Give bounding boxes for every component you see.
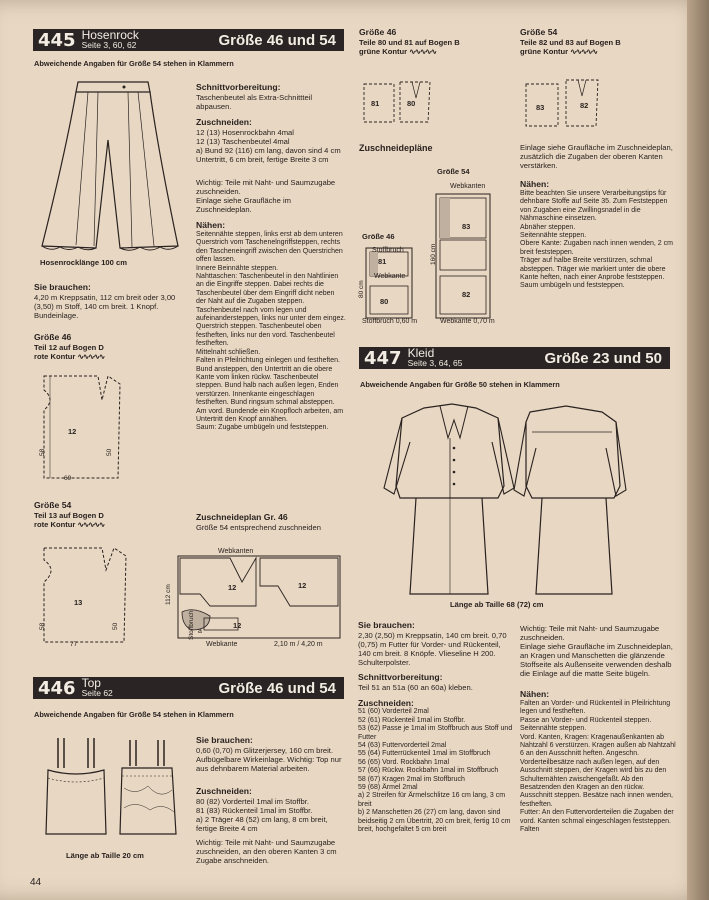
materials-text: 4,20 m Kreppsatin, 112 cm breit oder 3,00 (3,50) m Stoff, 140 cm breit. 1 Knopf. Bundeinlage. [34, 293, 176, 320]
cutting-line: 52 (61) Rückenteil 1mal im Stoffbr. [358, 716, 466, 724]
preparation-heading: Schnittvorbereitung: [196, 82, 281, 92]
materials-text: 2,30 (2,50) m Kreppsatin, 140 cm breit. 0,70 (0,75) m Futter für Vorder- und Rückenteil, 140 cm breit. 8 Knöpfe. Vlieseline H 200. Schulterpolster. [358, 631, 507, 667]
materials-section [358, 621, 514, 667]
pattern-size-54 [34, 501, 164, 529]
preparation-text: Teil 51 an 51a (60 an 60a) kleben. [358, 683, 473, 692]
materials-heading: Sie brauchen: [358, 620, 415, 630]
selvedge-label: Webkanten [218, 548, 254, 555]
fold-label: 112 cm [165, 584, 172, 605]
dim-label: 77 [70, 641, 78, 648]
page-number: 44 [30, 877, 42, 888]
plan-piece-a: a [198, 628, 202, 635]
pattern-title: Größe 54 [34, 500, 72, 510]
pattern-contour: rote Kontur ∿∿∿∿∿ [34, 520, 105, 529]
cutting-line: 12 (13) Hosenrockbahn 4mal [196, 128, 294, 137]
model-size: Größe 46 und 54 [218, 679, 336, 697]
cutting-line: b) 2 Manschetten 26 (27) cm lang, davon sind beidseitig 2 cm Übertritt, 20 cm breit, fertig 10 cm breit, hochgefaltet 5 cm breit [358, 809, 511, 834]
cutting-section [196, 118, 346, 164]
hosenrock-illustration [36, 70, 186, 260]
model-445-header [33, 29, 344, 51]
interfacing-text: Einlage siehe Graufläche im Zuschneideplan, zusätzlich die Zugaben der oberen Kanten verstärken. [520, 143, 673, 170]
pattern-contour: grüne Kontur ∿∿∿∿∿ [520, 47, 598, 56]
preparation-section [196, 83, 346, 111]
model-pages: Seite 3, 64, 65 [407, 358, 463, 368]
column-left [30, 0, 348, 900]
plan-piece: 81 [378, 257, 387, 266]
kleid-illustration [380, 398, 630, 598]
width-label: 160 cm [430, 243, 437, 265]
pattern-sheet: Teile 82 und 83 auf Bogen B [520, 38, 621, 47]
cutting-line: 54 (63) Futtervorderteil 2mal [358, 742, 447, 750]
materials-heading: Sie brauchen: [34, 282, 91, 292]
cutting-line: 51 (60) Vorderteil 2mal [358, 708, 429, 716]
piece-12-outline [36, 370, 146, 485]
dim-label: 50 [106, 448, 113, 456]
cutting-line: 56 (65) Vord. Rockbahn 1mal [358, 758, 450, 766]
sewing-section [196, 221, 346, 433]
cutting-line: 59 (68) Ärmel 2mal [358, 784, 418, 792]
size-note: Abweichende Angaben für Größe 54 stehen in Klammern [34, 710, 234, 719]
model-number: 445 [38, 29, 76, 51]
cutting-plan-445 [196, 513, 348, 532]
cutting-line: a) Bund 92 (116) cm lang, davon sind 4 cm Untertritt, 6 cm breit, fertige Breite 3 cm [196, 146, 341, 164]
cutting-plan-subtitle: Größe 54 entsprechend zuschneiden [196, 523, 321, 532]
column-right [356, 0, 678, 900]
plan-piece: 82 [462, 290, 471, 299]
cutting-heading: Zuschneiden: [196, 786, 252, 796]
model-size: Größe 46 und 54 [218, 31, 336, 49]
model-pages: Seite 62 [81, 688, 113, 698]
cutting-section [196, 787, 346, 833]
fold-label: Stoffbruch [372, 247, 404, 254]
figure-caption: Hosenrocklänge 100 cm [40, 258, 127, 267]
pattern-size-46 [359, 28, 509, 56]
sewing-section [520, 180, 676, 291]
cutting-line: 81 (83) Rückenteil 1mal im Stoffbr. [196, 806, 313, 815]
pieces-82-83 [520, 74, 610, 132]
plan-piece: 12 [228, 583, 237, 592]
piece-13-outline [36, 542, 156, 652]
plan-size-label: Größe 54 [437, 167, 470, 176]
piece-number: 82 [580, 101, 589, 110]
pattern-sheet: Teil 12 auf Bogen D [34, 343, 104, 352]
plan-54-diagram [434, 180, 514, 326]
pattern-sheet: Teile 80 und 81 auf Bogen B [359, 38, 460, 47]
plan-piece: 80 [380, 297, 389, 306]
interfacing-section [520, 143, 676, 170]
model-number: 447 [364, 347, 402, 369]
cutting-section [358, 699, 514, 835]
piece-number: 81 [371, 99, 380, 108]
plan-piece: 12 [233, 621, 242, 630]
sewing-heading: Nähen: [520, 179, 550, 189]
cutting-plan-title: Zuschneideplan Gr. 46 [196, 512, 288, 522]
dim-label: 50 [112, 622, 119, 630]
plan-size-label: Größe 46 [362, 232, 395, 241]
cutting-line: 58 (67) Kragen 2mal im Stoffbruch [358, 775, 465, 783]
sewing-section [520, 690, 676, 835]
cutting-line: 80 (82) Vorderteil 1mal im Stoffbr. [196, 797, 309, 806]
page-gutter [687, 0, 709, 900]
dim-label: 58 [39, 448, 46, 456]
cutting-line: 53 (62) Passe je 1mal im Stoffbruch aus Stoff und Futter [358, 725, 513, 741]
cutting-plan-diagram [170, 546, 348, 656]
model-number: 446 [38, 677, 76, 699]
plan-piece: 83 [462, 222, 471, 231]
piece-number: 13 [74, 598, 83, 607]
fold-label: Stoffbruch [188, 610, 195, 640]
materials-heading: Sie brauchen: [196, 735, 253, 745]
plan-46-diagram [364, 244, 418, 322]
pattern-size-54 [520, 28, 676, 56]
dim-label: 58 [39, 622, 46, 630]
sewing-text: Seitennähte steppen, links erst ab dem unteren Querstrich vom Taschenelngriffsteppen, rechts den Tascheneingriff zwischen den Querstrichen offen lassen. Innere Beinnähte steppen. Nahttaschen: Taschenbeutel in den Nahtlinien an die Eingriffe steppen. Dabei rechts die Taschenbeutel über dem Eingriff dicht neben der Naht auf die Zugaben steppen. Taschenbeutel nach vorn legen und aufeinandersteppen, links nur unter dem eingez. Querstrich steppen. Taschenbeutel oben festheften, links nur den vord. Taschenbeutel festheften. Mittelnaht schließen. Falten in Pfeilrichtung einlegen und festheften. Bund ansteppen, den Untertritt an die obere Kante vom linken rückw. Taschenbeutel steppen. Bund halb nach außen legen, Enden verstürzen. Innenkante eingeschlagen festheften. Bund ringsum schmal absteppen. Am vord. Bundende ein Knopfloch arbeiten, am Untertritt den Knopf annähen. Saum: Zugabe umbügeln und feststeppen. [196, 231, 346, 432]
materials-text: 0,60 (0,70) m Glitzerjersey, 160 cm breit. Aufbügelbare Wirkeinlage. Wichtig: Top nur aus dehnbarem Material arbeiten. [196, 746, 342, 773]
materials-section [196, 736, 346, 773]
top-illustration [40, 730, 190, 848]
cutting-line: 55 (64) Futterrückenteil 1mal im Stoffbruch [358, 750, 491, 758]
model-name: Kleid [407, 346, 435, 360]
interfacing-text: Einlage siehe Graufläche im Zuschneideplan. [196, 196, 291, 214]
dim-label: 69 [64, 475, 72, 482]
sewing-heading: Nähen: [520, 689, 550, 699]
cutting-line: 57 (66) Rückw. Rockbahn 1mal im Stoffbruch [358, 767, 499, 775]
interfacing-text: Einlage siehe Graufläche im Zuschneideplan, an Kragen und Manschetten die glänzende Stoffseite als Außenseite verwenden deshalb die Einlage auf die matte Seite bügeln. [520, 642, 673, 678]
model-size: Größe 23 und 50 [544, 349, 662, 367]
selvedge-label: Webkante [374, 273, 406, 280]
cutting-line: 12 (13) Taschenbeutel 4mal [196, 137, 290, 146]
preparation-text: Taschenbeutel als Extra-Schnittteil abpausen. [196, 93, 313, 111]
model-446-header [33, 677, 344, 699]
selvedge-length: Webkante 0,70 m [440, 318, 495, 325]
model-pages: Seite 3, 60, 62 [81, 40, 137, 50]
pattern-sheet: Teil 13 auf Bogen D [34, 511, 104, 520]
sewing-text: Bitte beachten Sie unsere Verarbeitungstips für dehnbare Stoffe auf Seite 35. Zum Feststeppen von Zugaben eine Zwillingsnadel in die Nähmaschine einsetzen. Abnäher steppen. Seitennähte steppen. Obere Kante: Zugaben nach innen wenden, 2 cm breit feststeppen. Träger auf halbe Breite verstürzen, schmal absteppen. Träger wie markiert unter die obere Kante heften, nach einer Anprobe feststeppen. Saum umbügeln und feststeppen. [520, 190, 673, 290]
important-text: Wichtig: Teile mit Naht- und Saumzugabe zuschneiden. [520, 624, 660, 642]
pattern-title: Größe 46 [34, 332, 72, 342]
materials-section [34, 283, 186, 320]
pattern-title: Größe 46 [359, 27, 397, 37]
cutting-heading: Zuschneiden: [196, 117, 252, 127]
width-label: 80 cm [358, 280, 365, 298]
sewing-heading: Nähen: [196, 220, 226, 230]
cutting-line: a) 2 Streifen für Ärmelschlitze 16 cm lang, 3 cm breit [358, 792, 506, 808]
pattern-contour: grüne Kontur ∿∿∿∿∿ [359, 47, 437, 56]
model-447-header [359, 347, 670, 369]
model-name: Hosenrock [81, 28, 139, 42]
pattern-size-46 [34, 333, 164, 361]
preparation-section [358, 673, 514, 692]
figure-caption: Länge ab Taille 20 cm [66, 851, 144, 860]
cutting-heading: Zuschneiden: [358, 698, 414, 708]
piece-number: 83 [536, 103, 545, 112]
important-section [520, 624, 676, 678]
fold-length: Stoffbruch 0,60 m [362, 318, 418, 325]
sewing-text: Falten an Vorder- und Rückenteil in Pfeilrichtung legen und festheften. Passe an Vorder- und Rückenteil steppen. Seitennähte steppen. Vord. Kanten, Kragen: Kragenaußenkanten ab Nahtzahl 6 verstürzen. Kragen außen ab Nahtzahl 6 an den Ausschnitt heften. Angeschn. Vorderteilbesätze nach außen legen, auf den Ausschnitt steppen, der Kragen wird bis zu den Schulternähten zwischengefaßt. Ab den Besatzenden den Kragen an den rückw. Ausschnitt steppen. Besätze nach innen wenden, festheften. Futter: An den Futtervorderteilen die Zugaben der vord. Kanten schmal eingeschlagen feststeppen. Falten [520, 700, 676, 834]
model-name: Top [81, 676, 101, 690]
selvedge-label: Webkanten [450, 183, 486, 190]
piece-number: 12 [68, 427, 77, 436]
size-note: Abweichende Angaben für Größe 54 stehen in Klammern [34, 59, 234, 68]
important-text: Wichtig: Teile mit Naht- und Saumzugabe zuschneiden. [196, 178, 336, 196]
pattern-contour: rote Kontur ∿∿∿∿∿ [34, 352, 105, 361]
important-section [196, 178, 346, 214]
preparation-heading: Schnittvorbereitung: [358, 672, 443, 682]
pattern-title: Größe 54 [520, 27, 558, 37]
important-section [196, 838, 346, 865]
plan-length: 2,10 m / 4,20 m [274, 641, 323, 648]
important-text: Wichtig: Teile mit Naht- und Saumzugabe zuschneiden, an den oberen Kanten 3 cm Zugabe anschneiden. [196, 838, 337, 865]
cutting-line: a) 2 Träger 48 (52) cm lang, 8 cm breit, fertige Breite 4 cm [196, 815, 328, 833]
figure-caption: Länge ab Taille 68 (72) cm [450, 600, 544, 609]
piece-number: 80 [407, 99, 416, 108]
plan-piece: 12 [298, 581, 307, 590]
size-note: Abweichende Angaben für Größe 50 stehen in Klammern [360, 380, 560, 389]
selvedge-label: Webkante [206, 641, 238, 648]
cutting-plans-title: Zuschneidepläne [359, 143, 433, 153]
